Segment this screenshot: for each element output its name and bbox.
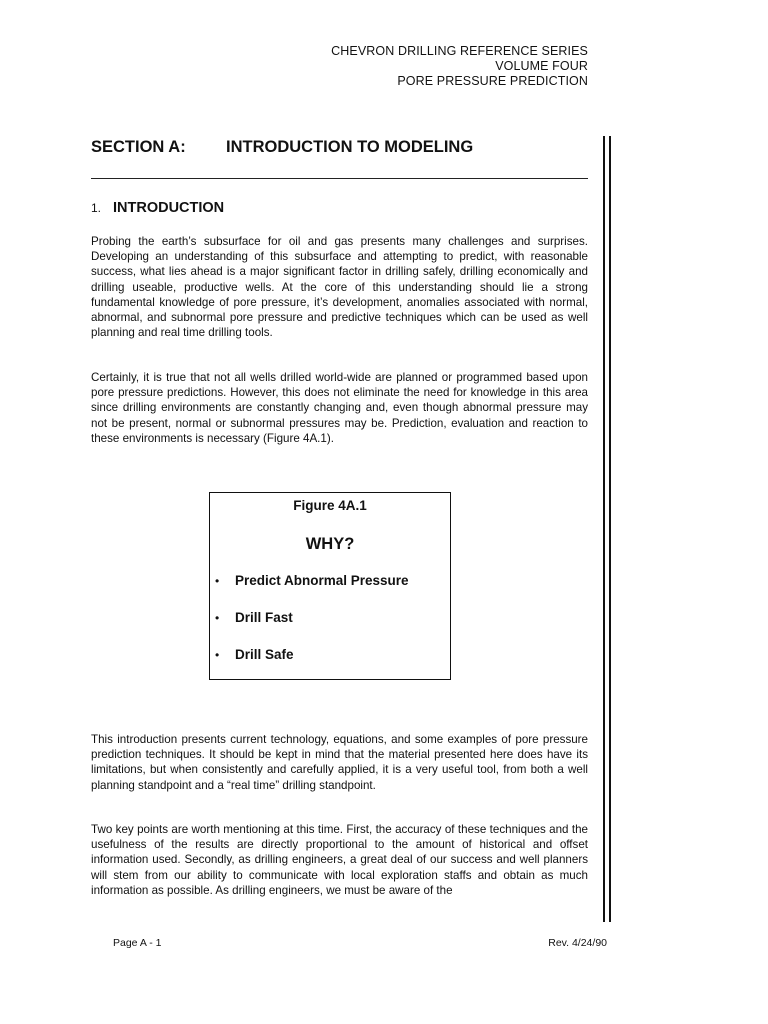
figure-title: Figure 4A.1 [293, 498, 367, 513]
title-divider [91, 178, 588, 179]
paragraph-1: Probing the earth’s subsurface for oil and gas presents many challenges and surprises. Developing an understanding of this subsurface and attempting to predict, with reasonable success, what lies ahead is a major significant factor in drilling safely, drilling economically and drilling useable, productive wells. At the core of this understanding should lie a strong fundamental knowledge of pore pressure, it’s development, anomalies associated with normal, abnormal, and subnormal pore pressure and predictive techniques which can be used as well planning and real time drilling tools. [91, 235, 588, 340]
bullet-icon: • [215, 611, 220, 625]
paragraph-3: This introduction presents current technology, equations, and some examples of pore pressure prediction techniques. It should be kept in mind that the material presented here does have its limitations, but when consistently and carefully applied, it is a very useful tool, from both a well planning standpoint and a “real time” drilling standpoint. [91, 733, 588, 792]
bullet-icon: • [215, 574, 220, 588]
figure-bullet-item [215, 647, 294, 662]
bullet-text: Drill Safe [235, 647, 294, 662]
paragraph-4: Two key points are worth mentioning at this time. First, the accuracy of these techniques and the usefulness of the results are directly proportional to the amount of historical and offset information used. Secondly, as drilling engineers, a great deal of our success and well planners will stem from our ability to communicate with local exploration staffs and obtain as much information as possible. As drilling engineers, we must be aware of the [91, 823, 588, 897]
section-name: INTRODUCTION TO MODELING [226, 138, 474, 156]
header-topic: PORE PRESSURE PREDICTION [397, 74, 588, 88]
subsection-number: 1. [91, 201, 102, 215]
bullet-text: Drill Fast [235, 610, 293, 625]
header-series: CHEVRON DRILLING REFERENCE SERIES [331, 44, 588, 58]
subsection-heading [91, 199, 224, 217]
revision-date: Rev. 4/24/90 [548, 937, 607, 949]
page-number: Page A - 1 [113, 937, 162, 949]
running-header [331, 44, 588, 89]
figure-bullet-item [215, 573, 409, 588]
section-code: SECTION A: [91, 138, 186, 156]
figure-heading: WHY? [305, 535, 355, 553]
header-volume: VOLUME FOUR [495, 59, 588, 73]
subsection-label: INTRODUCTION [113, 200, 225, 216]
margin-double-rule [603, 136, 611, 922]
bullet-text: Predict Abnormal Pressure [235, 573, 409, 588]
paragraph-2: Certainly, it is true that not all wells drilled world-wide are planned or programmed based upon pore pressure predictions. However, this does not eliminate the need for knowledge in this area since drilling environments are constantly changing and, even though abnormal pressure may not be present, normal or subnormal pressures may be. Prediction, evaluation and reaction to these environments is necessary (Figure 4A.1). [91, 371, 588, 445]
bullet-icon: • [215, 648, 220, 662]
figure-4a1-box [209, 492, 451, 680]
section-title [91, 138, 588, 157]
figure-bullet-item [215, 610, 293, 625]
